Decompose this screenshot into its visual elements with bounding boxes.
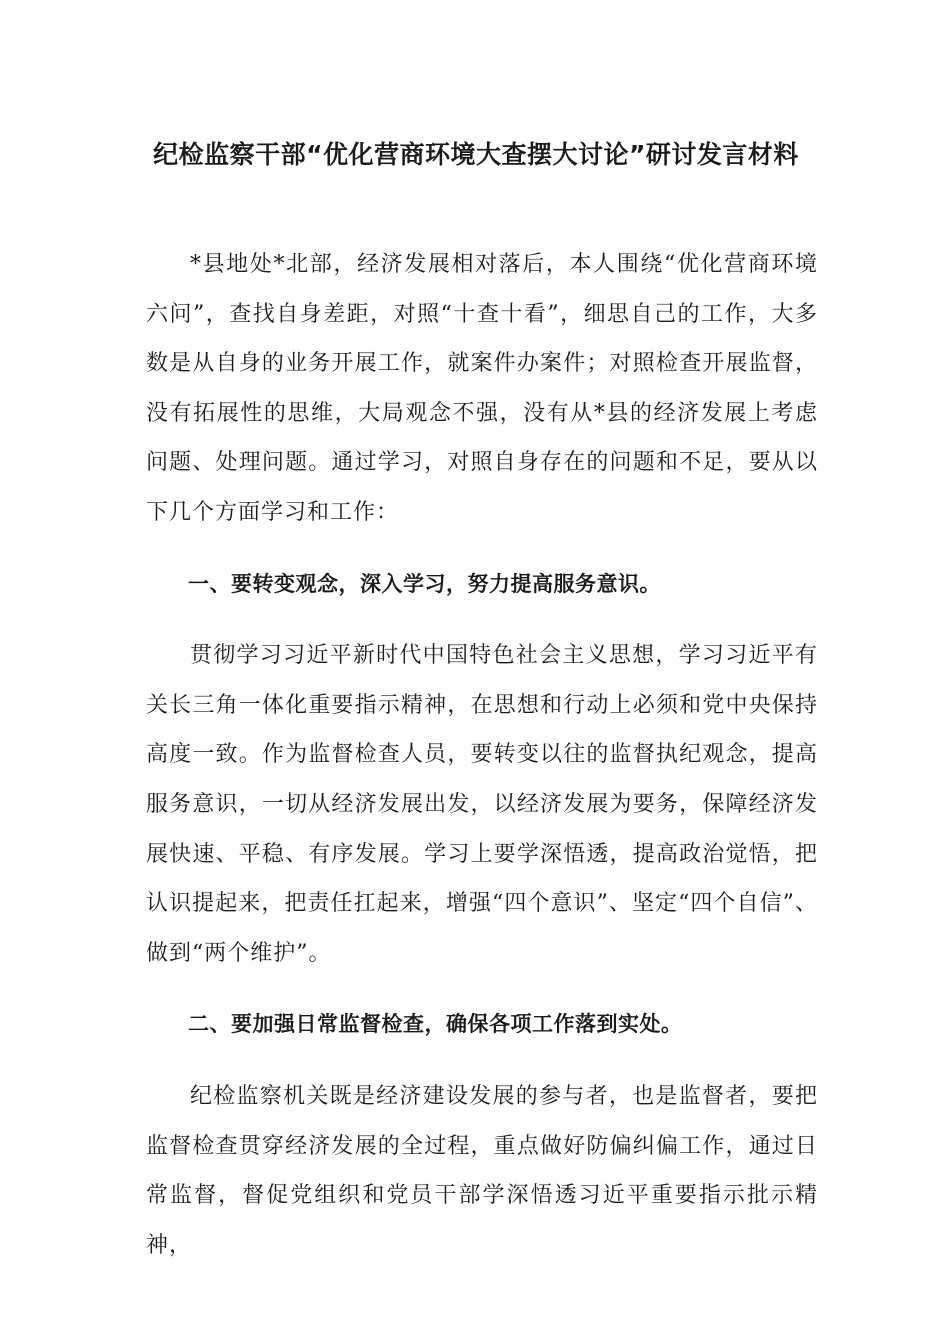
document-body	[146, 240, 818, 1270]
section-paragraph-1: 贯彻学习习近平新时代中国特色社会主义思想，学习习近平有关长三角一体化重要指示精神，在思想和行动上必须和党中央保持高度一致。作为监督检查人员，要转变以往的监督执纪观念，提高服务意识，一切从经济发展出发，以经济发展为要务，保障经济发展快速、平稳、有序发展。学习上要学深悟透，提高政治觉悟，把认识提起来，把责任扛起来，增强“四个意识”、坚定“四个自信”、做到“两个维护”。	[146, 643, 818, 966]
document-title: 纪检监察干部“优化营商环境大查摆大讨论”研讨发言材料	[153, 140, 799, 169]
intro-paragraph: *县地处*北部，经济发展相对落后，本人围绕“优化营商环境六问”，查找自身差距，对照“十查十看”，细思自己的工作，大多数是从自身的业务开展工作，就案件办案件；对照检查开展监督，没有拓展性的思维，大局观念不强，没有从*县的经济发展上考虑问题、处理问题。通过学习，对照自身存在的问题和不足，要从以下几个方面学习和工作：	[146, 252, 818, 525]
section-heading-2: 二、要加强日常监督检查，确保各项工作落到实处。	[188, 1012, 683, 1037]
section-paragraph-2: 纪检监察机关既是经济建设发展的参与者，也是监督者，要把监督检查贯穿经济发展的全过程，重点做好防偏纠偏工作，通过日常监督，督促党组织和党员干部学深悟透习近平重要指示批示精神，	[146, 1083, 818, 1258]
section-heading-1: 一、要转变观念，深入学习，努力提高服务意识。	[188, 571, 661, 596]
